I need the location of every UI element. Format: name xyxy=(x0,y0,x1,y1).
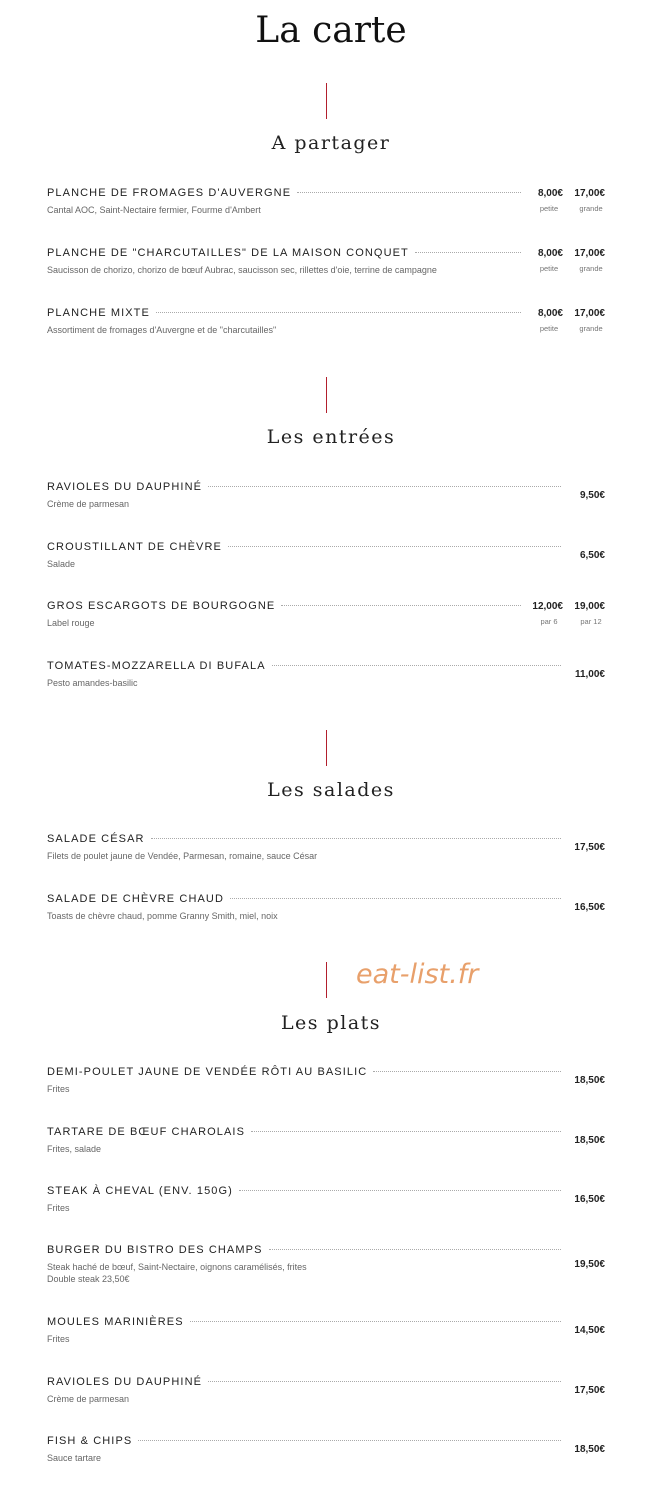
item-description: Assortiment de fromages d'Auvergne et de "charcutailles" xyxy=(47,325,277,335)
item-name: CROUSTILLANT DE CHÈVRE xyxy=(47,541,222,553)
section-title-les-entrees: Les entrées xyxy=(266,426,396,448)
item-description: Steak haché de bœuf, Saint-Nectaire, oignons caramélisés, frites xyxy=(47,1262,307,1272)
dotted-leader xyxy=(230,898,561,899)
item-name: BURGER DU BISTRO DES CHAMPS xyxy=(47,1244,263,1256)
item-price: 17,00€ xyxy=(574,188,605,199)
menu-item xyxy=(47,1375,605,1405)
dotted-leader xyxy=(228,546,561,547)
item-name: MOULES MARINIÈRES xyxy=(47,1316,184,1328)
item-name: SALADE CÉSAR xyxy=(47,833,145,845)
item-description: Cantal AOC, Saint-Nectaire fermier, Fourme d'Ambert xyxy=(47,205,261,215)
menu-item xyxy=(47,306,605,336)
item-description: Crème de parmesan xyxy=(47,499,130,509)
menu-item xyxy=(47,186,605,216)
dotted-leader xyxy=(297,192,521,193)
section-divider xyxy=(326,377,327,413)
item-description: Salade xyxy=(47,559,76,569)
item-price: 17,00€ xyxy=(574,308,605,319)
price-size-label: petite xyxy=(539,264,559,273)
menu-item xyxy=(47,246,605,276)
item-price: 14,50€ xyxy=(574,1325,605,1336)
dotted-leader xyxy=(269,1249,561,1250)
dotted-leader xyxy=(208,1381,561,1382)
menu-item xyxy=(47,540,605,570)
item-price: 16,50€ xyxy=(574,902,605,913)
menu-item xyxy=(47,1434,605,1464)
item-description-extra: Double steak 23,50€ xyxy=(47,1274,130,1284)
item-price: 12,00€ xyxy=(532,601,563,612)
dotted-leader xyxy=(156,312,521,313)
menu-item xyxy=(47,480,605,510)
menu-item xyxy=(47,659,605,689)
watermark: eat-list.fr xyxy=(356,959,479,990)
item-name: PLANCHE DE FROMAGES D'AUVERGNE xyxy=(47,187,292,199)
item-name: DEMI-POULET JAUNE DE VENDÉE RÔTI AU BASILIC xyxy=(47,1066,368,1078)
dotted-leader xyxy=(208,486,561,487)
section-divider xyxy=(326,83,327,119)
item-description: Filets de poulet jaune de Vendée, Parmesan, romaine, sauce César xyxy=(47,851,318,861)
item-description: Frites xyxy=(47,1084,70,1094)
menu-item xyxy=(47,1315,605,1345)
item-description: Crème de parmesan xyxy=(47,1394,130,1404)
price-size-label: grande xyxy=(579,324,603,333)
menu-item xyxy=(47,1125,605,1155)
section-divider xyxy=(326,730,327,766)
item-price: 18,50€ xyxy=(574,1135,605,1146)
price-size-label: petite xyxy=(539,324,559,333)
item-description: Label rouge xyxy=(47,618,95,628)
item-price: 8,00€ xyxy=(537,308,563,319)
item-name: PLANCHE DE "CHARCUTAILLES" DE LA MAISON CONQUET xyxy=(47,247,409,259)
dotted-leader xyxy=(190,1321,561,1322)
item-description: Toasts de chèvre chaud, pomme Granny Smith, miel, noix xyxy=(47,911,278,921)
price-size-label: par 12 xyxy=(580,617,602,626)
price-size-label: petite xyxy=(539,204,559,213)
menu-item xyxy=(47,1184,605,1214)
dotted-leader xyxy=(272,665,561,666)
item-description: Sauce tartare xyxy=(47,1453,102,1463)
section-title-les-salades: Les salades xyxy=(267,779,395,801)
item-price: 17,50€ xyxy=(574,1385,605,1396)
item-price: 18,50€ xyxy=(574,1444,605,1455)
item-name: FISH & CHIPS xyxy=(47,1435,133,1447)
item-description: Saucisson de chorizo, chorizo de bœuf Aubrac, saucisson sec, rillettes d'oie, terrine de campagne xyxy=(47,265,437,275)
menu-item xyxy=(47,1065,605,1095)
dotted-leader xyxy=(239,1190,561,1191)
dotted-leader xyxy=(281,605,521,606)
menu-item xyxy=(47,1243,605,1285)
item-price: 8,00€ xyxy=(537,188,563,199)
item-name: STEAK À CHEVAL (ENV. 150G) xyxy=(47,1185,233,1197)
item-name: TOMATES-MOZZARELLA DI BUFALA xyxy=(47,660,266,672)
menu-item xyxy=(47,599,605,629)
section-title-les-plats: Les plats xyxy=(280,1012,382,1034)
item-price: 19,50€ xyxy=(574,1259,605,1270)
price-size-label: grande xyxy=(579,264,603,273)
menu-item xyxy=(47,892,605,922)
item-name: RAVIOLES DU DAUPHINÉ xyxy=(47,1376,203,1388)
section-divider xyxy=(326,962,327,998)
item-description: Frites, salade xyxy=(47,1144,102,1154)
item-name: GROS ESCARGOTS DE BOURGOGNE xyxy=(47,600,276,612)
item-name: TARTARE DE BŒUF CHAROLAIS xyxy=(47,1126,246,1138)
item-name: PLANCHE MIXTE xyxy=(47,307,150,319)
item-name: SALADE DE CHÈVRE CHAUD xyxy=(47,893,225,905)
item-name: RAVIOLES DU DAUPHINÉ xyxy=(47,481,203,493)
item-description: Frites xyxy=(47,1334,70,1344)
item-description: Pesto amandes-basilic xyxy=(47,678,138,688)
price-size-label: par 6 xyxy=(540,617,558,626)
item-price: 6,50€ xyxy=(579,550,605,561)
item-price: 18,50€ xyxy=(574,1075,605,1086)
price-size-label: grande xyxy=(579,204,603,213)
item-price: 8,00€ xyxy=(537,248,563,259)
dotted-leader xyxy=(251,1131,561,1132)
item-description: Frites xyxy=(47,1203,70,1213)
item-price: 11,00€ xyxy=(574,669,605,680)
section-title-a-partager: A partager xyxy=(271,132,391,154)
page-title: La carte xyxy=(255,10,407,51)
item-price: 17,00€ xyxy=(574,248,605,259)
dotted-leader xyxy=(138,1440,561,1441)
dotted-leader xyxy=(373,1071,561,1072)
menu-item xyxy=(47,832,605,862)
dotted-leader xyxy=(415,252,521,253)
item-price: 19,00€ xyxy=(574,601,605,612)
item-price: 9,50€ xyxy=(579,490,605,501)
item-price: 17,50€ xyxy=(574,842,605,853)
item-price: 16,50€ xyxy=(574,1194,605,1205)
dotted-leader xyxy=(151,838,561,839)
